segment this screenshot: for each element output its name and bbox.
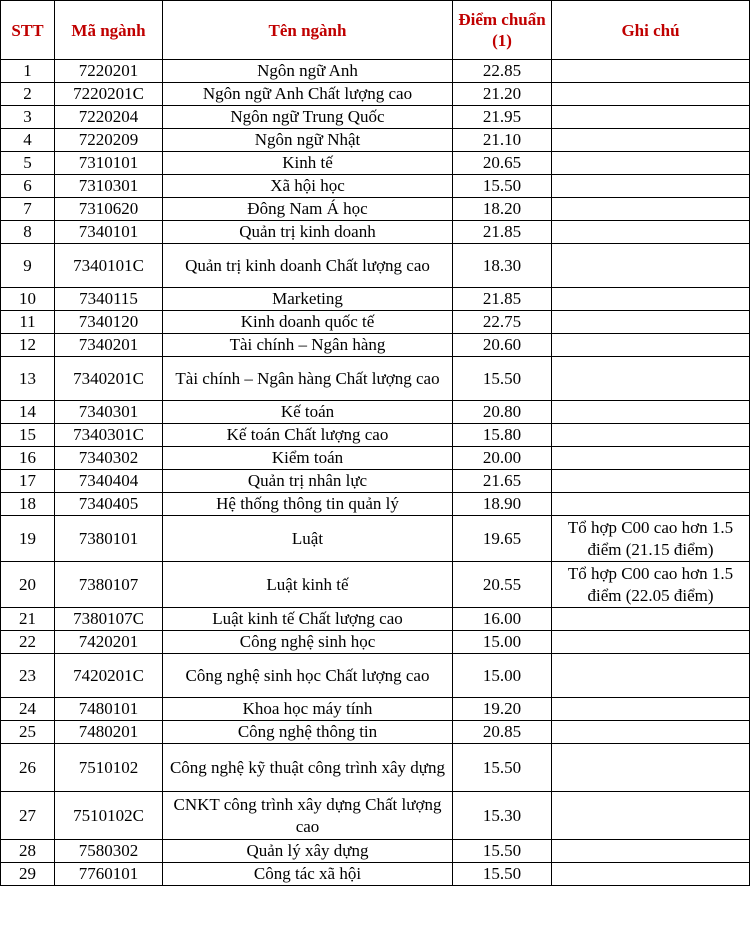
cell-stt: 29 (1, 863, 55, 886)
table-row (1, 840, 750, 863)
cell-code: 7340404 (55, 470, 163, 493)
cell-stt: 11 (1, 311, 55, 334)
cell-score: 15.50 (453, 357, 552, 401)
cell-note: Tổ hợp C00 cao hơn 1.5 điểm (21.15 điểm) (552, 516, 750, 562)
cell-code: 7340101C (55, 244, 163, 288)
cell-score: 21.20 (453, 83, 552, 106)
cell-name: Kế toán (163, 401, 453, 424)
table-row (1, 608, 750, 631)
cell-score: 20.00 (453, 447, 552, 470)
cell-name: Tài chính – Ngân hàng (163, 334, 453, 357)
table-row (1, 654, 750, 698)
table-row (1, 152, 750, 175)
cell-name: Tài chính – Ngân hàng Chất lượng cao (163, 357, 453, 401)
cell-name: Kiểm toán (163, 447, 453, 470)
cell-note (552, 401, 750, 424)
cell-stt: 19 (1, 516, 55, 562)
table-row (1, 516, 750, 562)
cell-code: 7510102 (55, 744, 163, 792)
cell-name: Kế toán Chất lượng cao (163, 424, 453, 447)
cell-code: 7220209 (55, 129, 163, 152)
cell-note (552, 470, 750, 493)
cell-stt: 13 (1, 357, 55, 401)
cell-code: 7760101 (55, 863, 163, 886)
cell-stt: 18 (1, 493, 55, 516)
cell-score: 15.50 (453, 863, 552, 886)
cell-note (552, 721, 750, 744)
cell-note (552, 698, 750, 721)
cell-stt: 20 (1, 562, 55, 608)
cell-name: Luật (163, 516, 453, 562)
cell-code: 7340120 (55, 311, 163, 334)
cell-note (552, 175, 750, 198)
table-row (1, 175, 750, 198)
cell-stt: 7 (1, 198, 55, 221)
cell-score: 21.85 (453, 288, 552, 311)
cell-score: 20.60 (453, 334, 552, 357)
cell-score: 16.00 (453, 608, 552, 631)
cell-code: 7310620 (55, 198, 163, 221)
table-row (1, 83, 750, 106)
table-row (1, 792, 750, 840)
table-row (1, 244, 750, 288)
table-row (1, 631, 750, 654)
cell-note (552, 221, 750, 244)
cell-score: 20.65 (453, 152, 552, 175)
cell-code: 7340301C (55, 424, 163, 447)
cell-score: 20.85 (453, 721, 552, 744)
cell-score: 18.90 (453, 493, 552, 516)
cell-stt: 23 (1, 654, 55, 698)
cell-stt: 21 (1, 608, 55, 631)
cell-stt: 6 (1, 175, 55, 198)
cell-code: 7420201C (55, 654, 163, 698)
cell-stt: 27 (1, 792, 55, 840)
table-row (1, 744, 750, 792)
cell-name: Kinh tế (163, 152, 453, 175)
cell-code: 7380101 (55, 516, 163, 562)
cell-code: 7580302 (55, 840, 163, 863)
table-row (1, 401, 750, 424)
cell-name: Đông Nam Á học (163, 198, 453, 221)
cell-stt: 3 (1, 106, 55, 129)
cell-name: Ngôn ngữ Trung Quốc (163, 106, 453, 129)
cell-code: 7310301 (55, 175, 163, 198)
cell-note (552, 129, 750, 152)
cell-note (552, 198, 750, 221)
cell-name: Xã hội học (163, 175, 453, 198)
cell-note (552, 334, 750, 357)
cell-stt: 5 (1, 152, 55, 175)
cell-stt: 14 (1, 401, 55, 424)
cell-name: Công nghệ kỹ thuật công trình xây dựng (163, 744, 453, 792)
cell-code: 7340301 (55, 401, 163, 424)
cell-score: 22.75 (453, 311, 552, 334)
table-row (1, 198, 750, 221)
cell-name: Luật kinh tế Chất lượng cao (163, 608, 453, 631)
cell-note (552, 106, 750, 129)
cell-score: 18.20 (453, 198, 552, 221)
cell-note (552, 357, 750, 401)
cell-code: 7340405 (55, 493, 163, 516)
cell-note (552, 152, 750, 175)
cell-code: 7220204 (55, 106, 163, 129)
cell-name: Hệ thống thông tin quản lý (163, 493, 453, 516)
header-name: Tên ngành (163, 1, 453, 60)
cell-name: Luật kinh tế (163, 562, 453, 608)
cell-score: 15.80 (453, 424, 552, 447)
cell-note (552, 744, 750, 792)
table-row (1, 334, 750, 357)
cell-stt: 25 (1, 721, 55, 744)
cell-name: Quản lý xây dựng (163, 840, 453, 863)
cell-score: 21.10 (453, 129, 552, 152)
cell-score: 20.80 (453, 401, 552, 424)
cell-score: 21.85 (453, 221, 552, 244)
table-row (1, 721, 750, 744)
cell-code: 7380107 (55, 562, 163, 608)
cell-code: 7340201C (55, 357, 163, 401)
cell-score: 15.00 (453, 654, 552, 698)
cell-note (552, 424, 750, 447)
cell-score: 20.55 (453, 562, 552, 608)
table-row (1, 60, 750, 83)
cell-name: Ngôn ngữ Anh Chất lượng cao (163, 83, 453, 106)
cell-note (552, 792, 750, 840)
cell-stt: 26 (1, 744, 55, 792)
cell-code: 7510102C (55, 792, 163, 840)
cell-note (552, 288, 750, 311)
cell-code: 7340101 (55, 221, 163, 244)
table-row (1, 221, 750, 244)
cell-stt: 22 (1, 631, 55, 654)
cell-code: 7310101 (55, 152, 163, 175)
cell-stt: 8 (1, 221, 55, 244)
table-row (1, 357, 750, 401)
cell-score: 19.65 (453, 516, 552, 562)
cell-name: Khoa học máy tính (163, 698, 453, 721)
header-row (1, 1, 750, 60)
cell-name: Công nghệ thông tin (163, 721, 453, 744)
cell-name: Quản trị kinh doanh (163, 221, 453, 244)
header-stt: STT (1, 1, 55, 60)
cell-code: 7220201C (55, 83, 163, 106)
cell-name: Công tác xã hội (163, 863, 453, 886)
table-row (1, 698, 750, 721)
cell-note (552, 83, 750, 106)
cell-name: Ngôn ngữ Nhật (163, 129, 453, 152)
cell-note (552, 631, 750, 654)
table-row (1, 562, 750, 608)
table-body (1, 60, 750, 886)
cell-name: Quản trị nhân lực (163, 470, 453, 493)
cell-name: CNKT công trình xây dựng Chất lượng cao (163, 792, 453, 840)
cell-name: Ngôn ngữ Anh (163, 60, 453, 83)
cell-stt: 17 (1, 470, 55, 493)
cell-score: 18.30 (453, 244, 552, 288)
cell-note (552, 608, 750, 631)
cell-stt: 10 (1, 288, 55, 311)
table-row (1, 493, 750, 516)
cell-name: Công nghệ sinh học (163, 631, 453, 654)
cell-score: 15.30 (453, 792, 552, 840)
cell-note: Tổ hợp C00 cao hơn 1.5 điểm (22.05 điểm) (552, 562, 750, 608)
cell-code: 7480201 (55, 721, 163, 744)
table-row (1, 447, 750, 470)
cell-note (552, 493, 750, 516)
header-note: Ghi chú (552, 1, 750, 60)
cell-stt: 4 (1, 129, 55, 152)
cell-score: 15.50 (453, 175, 552, 198)
cell-note (552, 863, 750, 886)
cell-note (552, 840, 750, 863)
cell-stt: 16 (1, 447, 55, 470)
cell-score: 15.50 (453, 744, 552, 792)
cell-name: Công nghệ sinh học Chất lượng cao (163, 654, 453, 698)
table-row (1, 288, 750, 311)
header-code: Mã ngành (55, 1, 163, 60)
cell-code: 7340302 (55, 447, 163, 470)
table-row (1, 106, 750, 129)
table-row (1, 470, 750, 493)
cell-score: 21.65 (453, 470, 552, 493)
cell-code: 7480101 (55, 698, 163, 721)
header-score: Điểm chuẩn (1) (453, 1, 552, 60)
cell-code: 7380107C (55, 608, 163, 631)
cell-code: 7340115 (55, 288, 163, 311)
cell-stt: 24 (1, 698, 55, 721)
cell-stt: 12 (1, 334, 55, 357)
cell-stt: 28 (1, 840, 55, 863)
cell-code: 7420201 (55, 631, 163, 654)
table-row (1, 863, 750, 886)
cell-name: Marketing (163, 288, 453, 311)
table-row (1, 129, 750, 152)
cell-code: 7340201 (55, 334, 163, 357)
table-row (1, 311, 750, 334)
cell-stt: 2 (1, 83, 55, 106)
cell-note (552, 60, 750, 83)
cell-code: 7220201 (55, 60, 163, 83)
cell-stt: 15 (1, 424, 55, 447)
cell-note (552, 447, 750, 470)
cell-score: 19.20 (453, 698, 552, 721)
cell-stt: 9 (1, 244, 55, 288)
cell-score: 15.00 (453, 631, 552, 654)
cell-note (552, 654, 750, 698)
cell-note (552, 311, 750, 334)
cell-stt: 1 (1, 60, 55, 83)
cell-name: Quản trị kinh doanh Chất lượng cao (163, 244, 453, 288)
table-row (1, 424, 750, 447)
cell-score: 21.95 (453, 106, 552, 129)
cell-score: 22.85 (453, 60, 552, 83)
cell-score: 15.50 (453, 840, 552, 863)
cell-name: Kinh doanh quốc tế (163, 311, 453, 334)
cell-note (552, 244, 750, 288)
